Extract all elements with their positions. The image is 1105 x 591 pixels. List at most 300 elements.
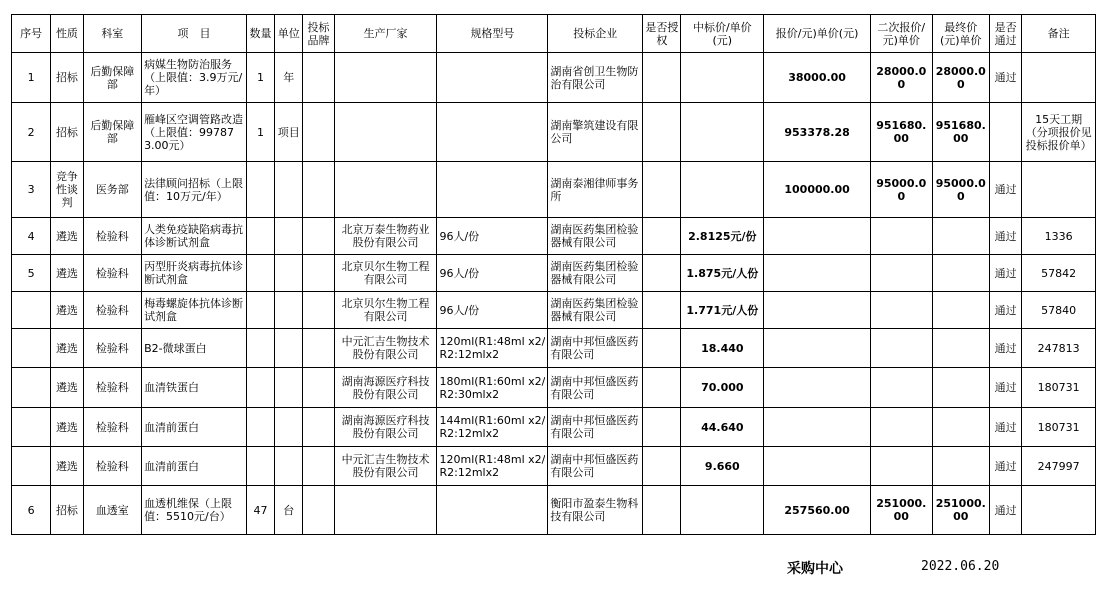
cell-no (12, 103, 51, 162)
cell-quote (764, 218, 871, 255)
cell-dept-text: 检验科 (95, 266, 129, 280)
cell-dept (83, 103, 141, 162)
cell-dept (83, 486, 141, 535)
cell-price-text: 1.771元/人份 (686, 303, 759, 317)
cell-nature-text: 遴选 (55, 303, 78, 317)
cell-nature (51, 53, 83, 103)
cell-price-text: 44.640 (701, 420, 744, 434)
cell-quote (764, 447, 871, 486)
cell-unit (275, 408, 303, 447)
cell-bidder-text: 湖南医药集团检验器械有限公司 (550, 223, 639, 249)
cell-authorized (643, 103, 681, 162)
cell-note (1022, 447, 1096, 486)
cell-passed-text: 通过 (994, 266, 1017, 280)
cell-maker (334, 255, 437, 292)
cell-note (1022, 53, 1096, 103)
header-second: 二次报价/元)单价 (871, 15, 933, 53)
cell-spec (437, 408, 548, 447)
cell-dept (83, 53, 141, 103)
cell-spec (437, 329, 548, 368)
cell-bidder-text: 湖南中邦恒盛医药有限公司 (550, 335, 639, 361)
cell-nature-text: 遴选 (55, 381, 78, 394)
cell-final (932, 447, 989, 486)
cell-maker-text: 北京万泰生物药业股份有限公司 (341, 223, 430, 249)
table-row (12, 292, 1096, 329)
cell-quote-text: 953378.28 (784, 125, 850, 139)
cell-note-text: 57842 (1041, 266, 1077, 280)
cell-authorized (643, 408, 681, 447)
cell-passed (990, 292, 1022, 329)
footer-date: 2022.06.20 (921, 559, 1000, 574)
cell-item (142, 162, 247, 218)
cell-item (142, 218, 247, 255)
cell-item (142, 53, 247, 103)
cell-passed (990, 368, 1022, 408)
cell-item-text: B2-微球蛋白 (144, 341, 207, 355)
cell-dept (83, 162, 141, 218)
header-authorized: 是否授权 (643, 15, 681, 53)
cell-unit (275, 162, 303, 218)
cell-final (932, 53, 989, 103)
cell-spec (437, 53, 548, 103)
cell-price (681, 329, 764, 368)
cell-passed (990, 255, 1022, 292)
table-row (12, 368, 1096, 408)
cell-unit-text: 台 (283, 503, 295, 517)
cell-item (142, 368, 247, 408)
cell-quote (764, 408, 871, 447)
cell-bidder-text: 湖南擎筑建设有限公司 (550, 119, 639, 145)
cell-second (871, 368, 933, 408)
cell-bidder-text: 湖南医药集团检验器械有限公司 (550, 297, 639, 323)
cell-second-text: 951680.00 (876, 119, 927, 145)
header-spec: 规格型号 (437, 15, 548, 53)
cell-spec-text: 144ml(R1:60ml x2/R2:12mlx2 (439, 414, 546, 440)
cell-final (932, 408, 989, 447)
cell-item-text: 丙型肝炎病毒抗体诊断试剂盒 (144, 260, 244, 286)
cell-passed (990, 218, 1022, 255)
cell-no (12, 218, 51, 255)
cell-unit (275, 486, 303, 535)
cell-passed (990, 486, 1022, 535)
cell-note-text: 180731 (1037, 381, 1080, 394)
cell-price-text: 9.660 (704, 459, 740, 473)
cell-spec (437, 368, 548, 408)
cell-final (932, 218, 989, 255)
cell-unit (275, 329, 303, 368)
cell-no (12, 368, 51, 408)
cell-price-text: 1.875元/人份 (686, 266, 759, 280)
cell-nature (51, 255, 83, 292)
cell-spec (437, 255, 548, 292)
cell-no (12, 255, 51, 292)
cell-passed-text: 通过 (994, 503, 1017, 517)
cell-unit-text: 年 (283, 71, 295, 84)
cell-final-text: 95000.00 (935, 176, 986, 203)
cell-dept-text: 检验科 (95, 303, 129, 317)
cell-bidder (548, 53, 643, 103)
cell-price-text: 18.440 (701, 341, 744, 355)
cell-authorized (643, 486, 681, 535)
cell-nature (51, 218, 83, 255)
cell-price (681, 218, 764, 255)
cell-bidder (548, 218, 643, 255)
cell-brand (303, 103, 334, 162)
cell-dept-text: 检验科 (95, 459, 129, 473)
cell-no-text: 5 (27, 266, 35, 280)
cell-quote (764, 486, 871, 535)
cell-second (871, 486, 933, 535)
cell-final (932, 103, 989, 162)
cell-unit (275, 53, 303, 103)
cell-passed (990, 447, 1022, 486)
cell-quote-text: 100000.00 (784, 183, 850, 196)
cell-quote (764, 368, 871, 408)
cell-dept (83, 368, 141, 408)
cell-authorized (643, 368, 681, 408)
cell-maker (334, 103, 437, 162)
cell-bidder (548, 255, 643, 292)
cell-note (1022, 218, 1096, 255)
cell-item-text: 法律顾问招标（上限值：10万元/年） (144, 176, 244, 203)
cell-qty (246, 218, 274, 255)
cell-qty-text: 47 (253, 503, 268, 517)
cell-dept-text: 检验科 (95, 341, 129, 355)
cell-brand (303, 53, 334, 103)
cell-item-text: 血透机维保（上限值：5510元/台） (144, 497, 233, 523)
cell-second (871, 162, 933, 218)
cell-note-text: 15天工期（分项报价见投标报价单） (1025, 112, 1092, 152)
cell-note (1022, 292, 1096, 329)
cell-nature (51, 408, 83, 447)
cell-second (871, 292, 933, 329)
cell-bidder-text: 衡阳市盈泰生物科技有限公司 (550, 497, 639, 523)
cell-nature-text: 遴选 (55, 266, 78, 280)
cell-note-text: 247997 (1037, 459, 1080, 473)
cell-price (681, 103, 764, 162)
cell-brand (303, 368, 334, 408)
header-brand: 投标品牌 (303, 15, 334, 53)
cell-qty (246, 486, 274, 535)
cell-note (1022, 408, 1096, 447)
cell-note-text: 57840 (1041, 303, 1077, 317)
cell-passed-text: 通过 (994, 381, 1017, 394)
cell-unit (275, 103, 303, 162)
cell-no (12, 486, 51, 535)
cell-nature (51, 486, 83, 535)
cell-final (932, 292, 989, 329)
cell-bidder-text: 湖南医药集团检验器械有限公司 (550, 260, 639, 286)
cell-no-text: 3 (27, 183, 35, 196)
cell-dept-text: 检验科 (95, 381, 129, 394)
cell-bidder (548, 329, 643, 368)
cell-note (1022, 162, 1096, 218)
cell-final (932, 329, 989, 368)
cell-quote (764, 292, 871, 329)
cell-spec-text: 180ml(R1:60ml x2/R2:30mlx2 (439, 374, 546, 401)
cell-price (681, 486, 764, 535)
cell-no (12, 162, 51, 218)
cell-passed (990, 162, 1022, 218)
header-nature: 性质 (51, 15, 83, 53)
cell-bidder (548, 162, 643, 218)
cell-passed-text: 通过 (994, 341, 1017, 355)
cell-authorized (643, 329, 681, 368)
cell-maker-text: 中元汇吉生物技术股份有限公司 (341, 453, 430, 479)
cell-price (681, 162, 764, 218)
cell-bidder-text: 湖南中邦恒盛医药有限公司 (550, 414, 639, 440)
header-final: 最终价(元)单价 (932, 15, 989, 53)
cell-maker (334, 447, 437, 486)
cell-qty (246, 162, 274, 218)
cell-spec-text: 120ml(R1:48ml x2/R2:12mlx2 (439, 335, 546, 361)
cell-maker (334, 292, 437, 329)
header-dept: 科室 (83, 15, 141, 53)
cell-bidder (548, 103, 643, 162)
cell-item (142, 329, 247, 368)
cell-quote (764, 103, 871, 162)
header-row (12, 15, 1096, 53)
cell-brand (303, 447, 334, 486)
cell-qty (246, 368, 274, 408)
cell-passed-text: 通过 (994, 420, 1017, 434)
cell-maker-text: 湖南海源医疗科技股份有限公司 (341, 414, 430, 440)
cell-note (1022, 329, 1096, 368)
cell-qty (246, 255, 274, 292)
header-qty: 数量 (246, 15, 274, 53)
cell-bidder (548, 408, 643, 447)
cell-unit-text: 项目 (277, 125, 300, 139)
table-row (12, 329, 1096, 368)
cell-second-text: 95000.00 (876, 176, 927, 203)
cell-qty (246, 53, 274, 103)
cell-brand (303, 292, 334, 329)
cell-passed (990, 408, 1022, 447)
cell-second-text: 28000.00 (876, 64, 927, 91)
cell-note (1022, 368, 1096, 408)
cell-no-text: 2 (27, 125, 35, 139)
cell-second (871, 447, 933, 486)
cell-item-text: 梅毒螺旋体抗体诊断试剂盒 (144, 297, 244, 323)
cell-nature-text: 招标 (55, 71, 78, 84)
cell-quote (764, 53, 871, 103)
cell-dept-text: 检验科 (95, 229, 129, 243)
cell-spec (437, 292, 548, 329)
cell-authorized (643, 218, 681, 255)
cell-nature-text: 遴选 (55, 341, 78, 355)
cell-nature-text: 遴选 (55, 420, 78, 434)
cell-second (871, 408, 933, 447)
cell-bidder-text: 湖南泰湘律师事务所 (550, 176, 639, 203)
cell-dept-text: 后勤保障部 (90, 64, 135, 91)
header-note: 备注 (1022, 15, 1096, 53)
cell-brand (303, 162, 334, 218)
cell-brand (303, 329, 334, 368)
table-row (12, 255, 1096, 292)
header-unit: 单位 (275, 15, 303, 53)
cell-spec (437, 486, 548, 535)
cell-note (1022, 486, 1096, 535)
cell-nature-text: 遴选 (55, 459, 78, 473)
cell-bidder-text: 湖南省创卫生物防治有限公司 (550, 64, 639, 91)
cell-authorized (643, 447, 681, 486)
header-price: 中标价/单价(元) (681, 15, 764, 53)
cell-maker-text: 北京贝尔生物工程有限公司 (341, 297, 430, 323)
cell-bidder (548, 486, 643, 535)
cell-nature (51, 292, 83, 329)
cell-qty (246, 447, 274, 486)
footer-org: 采购中心 (787, 561, 843, 577)
cell-price (681, 53, 764, 103)
cell-note-text: 247813 (1037, 341, 1080, 355)
cell-bidder-text: 湖南中邦恒盛医药有限公司 (550, 453, 639, 479)
cell-second-text: 251000.00 (876, 497, 927, 523)
cell-bidder (548, 447, 643, 486)
cell-maker-text: 北京贝尔生物工程有限公司 (341, 260, 430, 286)
table-row (12, 53, 1096, 103)
cell-dept (83, 329, 141, 368)
cell-no (12, 329, 51, 368)
cell-spec-text: 96人/份 (439, 266, 480, 280)
cell-no (12, 447, 51, 486)
cell-unit (275, 255, 303, 292)
cell-item-text: 雁峰区空调管路改造（上限值：997873.00元） (144, 112, 244, 152)
cell-note-text: 1336 (1044, 229, 1073, 243)
cell-maker (334, 368, 437, 408)
header-no: 序号 (12, 15, 51, 53)
cell-second (871, 53, 933, 103)
cell-authorized (643, 162, 681, 218)
cell-final-text: 251000.00 (935, 497, 986, 523)
cell-maker (334, 53, 437, 103)
cell-passed-text: 通过 (994, 183, 1017, 196)
cell-final (932, 368, 989, 408)
table-body (12, 53, 1096, 535)
cell-second (871, 218, 933, 255)
procurement-table (11, 14, 1096, 535)
cell-nature (51, 329, 83, 368)
cell-maker-text: 湖南海源医疗科技股份有限公司 (341, 374, 430, 401)
cell-dept-text: 血透室 (95, 503, 129, 517)
cell-maker-text: 中元汇吉生物技术股份有限公司 (341, 335, 430, 361)
table-row (12, 486, 1096, 535)
header-item: 项 目 (142, 15, 247, 53)
cell-item-text: 血清前蛋白 (144, 420, 200, 434)
cell-item-text: 血清铁蛋白 (144, 381, 200, 394)
cell-dept-text: 检验科 (95, 420, 129, 434)
cell-nature-text: 遴选 (55, 229, 78, 243)
cell-passed (990, 103, 1022, 162)
cell-qty (246, 329, 274, 368)
cell-unit (275, 218, 303, 255)
cell-bidder-text: 湖南中邦恒盛医药有限公司 (550, 374, 639, 401)
cell-price-text: 70.000 (701, 381, 744, 394)
cell-passed (990, 53, 1022, 103)
header-maker: 生产厂家 (334, 15, 437, 53)
cell-note-text: 180731 (1037, 420, 1080, 434)
header-quote: 报价/元)单价(元) (764, 15, 871, 53)
cell-dept (83, 447, 141, 486)
cell-no-text: 6 (27, 503, 35, 517)
cell-nature-text: 竞争性谈判 (55, 170, 78, 209)
cell-passed-text: 通过 (994, 459, 1017, 473)
cell-nature-text: 招标 (55, 125, 78, 139)
cell-spec-text: 120ml(R1:48ml x2/R2:12mlx2 (439, 453, 546, 479)
cell-authorized (643, 53, 681, 103)
cell-brand (303, 218, 334, 255)
cell-price (681, 292, 764, 329)
cell-qty (246, 103, 274, 162)
cell-dept-text: 医务部 (95, 183, 129, 196)
cell-dept (83, 408, 141, 447)
cell-bidder (548, 368, 643, 408)
cell-qty-text: 1 (257, 71, 265, 84)
cell-brand (303, 408, 334, 447)
cell-qty-text: 1 (257, 125, 265, 139)
cell-item-text: 血清前蛋白 (144, 459, 200, 473)
cell-spec-text: 96人/份 (439, 229, 480, 243)
cell-dept (83, 218, 141, 255)
cell-item-text: 人类免疫缺陷病毒抗体诊断试剂盒 (144, 223, 244, 249)
cell-price (681, 255, 764, 292)
cell-nature (51, 103, 83, 162)
cell-passed-text: 通过 (994, 303, 1017, 317)
cell-price (681, 447, 764, 486)
cell-dept (83, 255, 141, 292)
header-passed: 是否通过 (990, 15, 1022, 53)
cell-unit (275, 447, 303, 486)
cell-passed-text: 通过 (994, 71, 1017, 84)
cell-price (681, 408, 764, 447)
cell-quote-text: 38000.00 (788, 71, 846, 84)
cell-quote-text: 257560.00 (784, 503, 850, 517)
cell-quote (764, 255, 871, 292)
cell-no (12, 408, 51, 447)
cell-item (142, 255, 247, 292)
cell-brand (303, 255, 334, 292)
cell-item-text: 病媒生物防治服务（上限值：3.9万元/年） (144, 58, 243, 97)
cell-final (932, 162, 989, 218)
cell-brand (303, 486, 334, 535)
cell-unit (275, 368, 303, 408)
cell-second (871, 329, 933, 368)
cell-item (142, 408, 247, 447)
cell-second (871, 103, 933, 162)
cell-spec (437, 218, 548, 255)
cell-qty (246, 292, 274, 329)
cell-passed (990, 329, 1022, 368)
cell-second (871, 255, 933, 292)
cell-quote (764, 162, 871, 218)
table-row (12, 408, 1096, 447)
cell-quote (764, 329, 871, 368)
cell-authorized (643, 292, 681, 329)
cell-nature (51, 368, 83, 408)
cell-maker (334, 162, 437, 218)
table-row (12, 447, 1096, 486)
header-bidder: 投标企业 (548, 15, 643, 53)
cell-final (932, 255, 989, 292)
cell-spec-text: 96人/份 (439, 303, 480, 317)
cell-price-text: 2.8125元/份 (688, 229, 757, 243)
cell-item (142, 486, 247, 535)
cell-maker (334, 408, 437, 447)
cell-no (12, 53, 51, 103)
cell-unit (275, 292, 303, 329)
cell-authorized (643, 255, 681, 292)
table-row (12, 162, 1096, 218)
cell-maker (334, 218, 437, 255)
